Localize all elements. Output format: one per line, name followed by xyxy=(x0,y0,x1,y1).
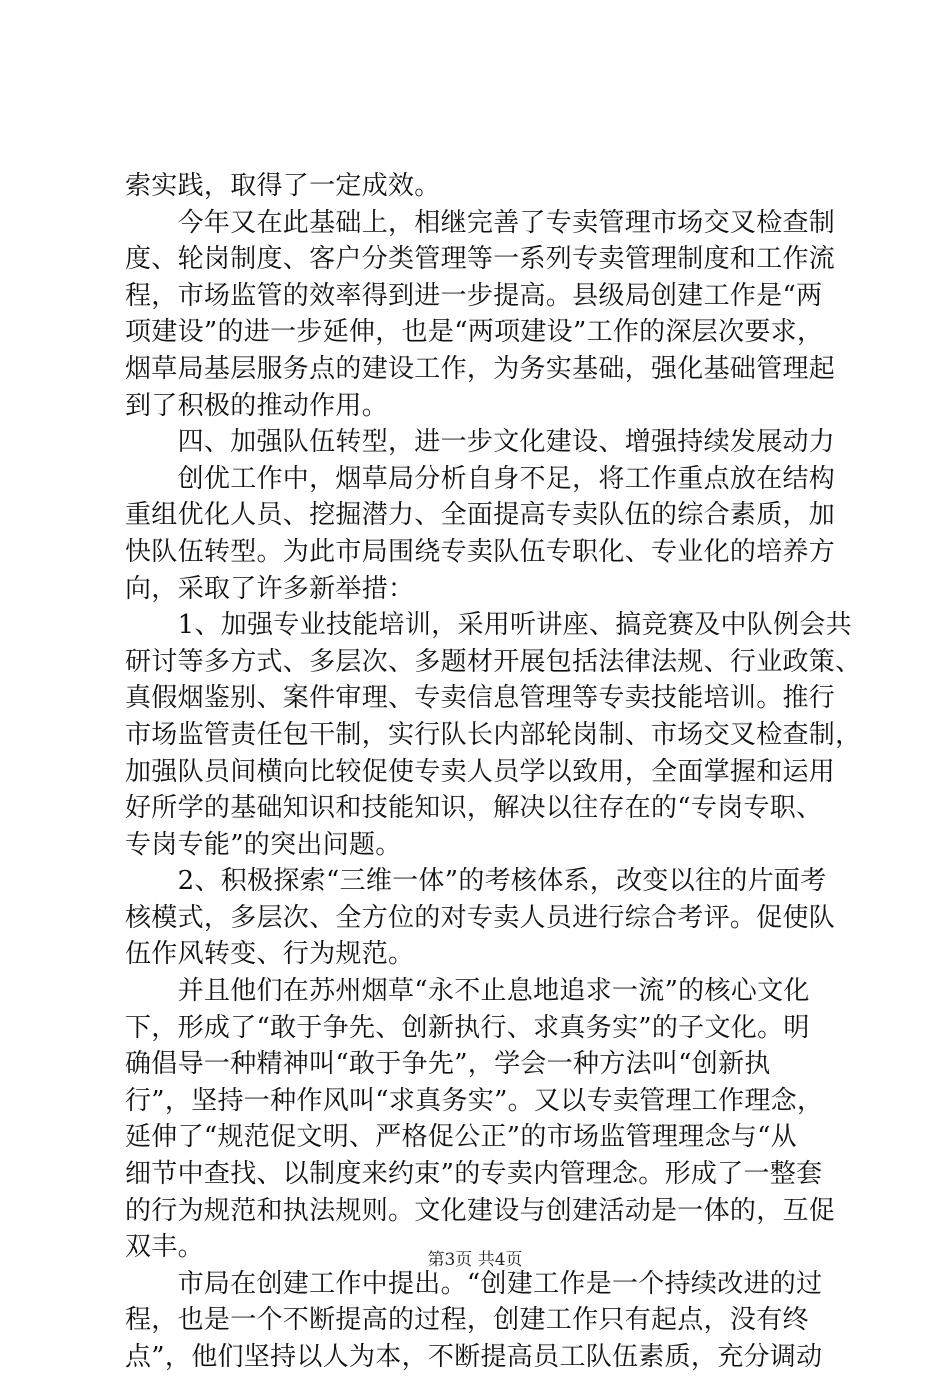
text-line: 四、加强队伍转型，进一步文化建设、增强持续发展动力 xyxy=(125,427,836,458)
text-line: 专岗专能”的突出问题。 xyxy=(125,829,402,860)
text-line: 向，采取了许多新举措： xyxy=(125,573,415,604)
text-line: 好所学的基础知识和技能知识，解决以往存在的“专岗专职、 xyxy=(125,793,823,824)
text-line: 行”，坚持一种作风叫“求真务实”。又以专卖管理工作理念， xyxy=(125,1085,824,1116)
text-line: 市场监管责任包干制，实行队长内部轮岗制、市场交叉检查制， xyxy=(125,719,862,750)
text-line: 今年又在此基础上，相继完善了专卖管理市场交叉检查制 xyxy=(125,207,836,238)
text-line: 重组优化人员、挖掘潜力、全面提高专卖队伍的综合素质，加 xyxy=(125,500,836,531)
text-line: 的行为规范和执法规则。文化建设与创建活动是一体的，互促 xyxy=(125,1195,836,1226)
text-line: 加强队员间横向比较促使专卖人员学以致用，全面掌握和运用 xyxy=(125,756,836,787)
text-line: 程，也是一个不断提高的过程，创建工作只有起点，没有终 xyxy=(125,1305,809,1336)
body-text xyxy=(125,168,862,1376)
text-line: 双丰。 xyxy=(125,1232,204,1263)
text-line: 核模式，多层次、全方位的对专卖人员进行综合考评。促使队 xyxy=(125,902,836,933)
text-line: 项建设”的进一步延伸，也是“两项建设”工作的深层次要求， xyxy=(125,317,824,348)
text-line: 研讨等多方式、多层次、多题材开展包括法律法规、行业政策、 xyxy=(125,646,862,677)
text-line: 程，市场监管的效率得到进一步提高。县级局创建工作是“两 xyxy=(125,280,823,311)
text-line: 快队伍转型。为此市局围绕专卖队伍专职化、专业化的培养方 xyxy=(125,536,836,567)
text-line: 市局在创建工作中提出。“创建工作是一个持续改进的过 xyxy=(125,1268,823,1299)
text-line: 度、轮岗制度、客户分类管理等一系列专卖管理制度和工作流 xyxy=(125,244,836,275)
text-line: 伍作风转变、行为规范。 xyxy=(125,939,415,970)
text-line: 点”，他们坚持以人为本，不断提高员工队伍素质，充分调动 xyxy=(125,1342,823,1372)
text-line: 2、积极探索“三维一体”的考核体系，改变以往的片面考 xyxy=(125,866,827,897)
text-line: 索实践，取得了一定成效。 xyxy=(125,171,441,201)
text-line: 到了积极的推动作用。 xyxy=(125,390,389,421)
text-line: 延伸了“规范促文明、严格促公正”的市场监管理理念与“从 xyxy=(125,1122,797,1153)
text-line: 烟草局基层服务点的建设工作，为务实基础，强化基础管理起 xyxy=(125,353,836,384)
page-footer: 第3页 共4页 xyxy=(427,1250,523,1270)
text-line: 细节中查找、以制度来约束”的专卖内管理念。形成了一整套 xyxy=(125,1159,823,1190)
text-line: 下，形成了“敢于争先、创新执行、求真务实”的子文化。明 xyxy=(125,1012,810,1043)
text-line: 并且他们在苏州烟草“永不止息地追求一流”的核心文化 xyxy=(125,976,810,1007)
text-line: 确倡导一种精神叫“敢于争先”，学会一种方法叫“创新执 xyxy=(125,1049,771,1080)
text-line: 创优工作中，烟草局分析自身不足，将工作重点放在结构 xyxy=(125,463,836,494)
text-line: 1、加强专业技能培训，采用听讲座、搞竞赛及中队例会共 xyxy=(125,610,852,641)
text-line: 真假烟鉴别、案件审理、专卖信息管理等专卖技能培训。推行 xyxy=(125,683,836,714)
